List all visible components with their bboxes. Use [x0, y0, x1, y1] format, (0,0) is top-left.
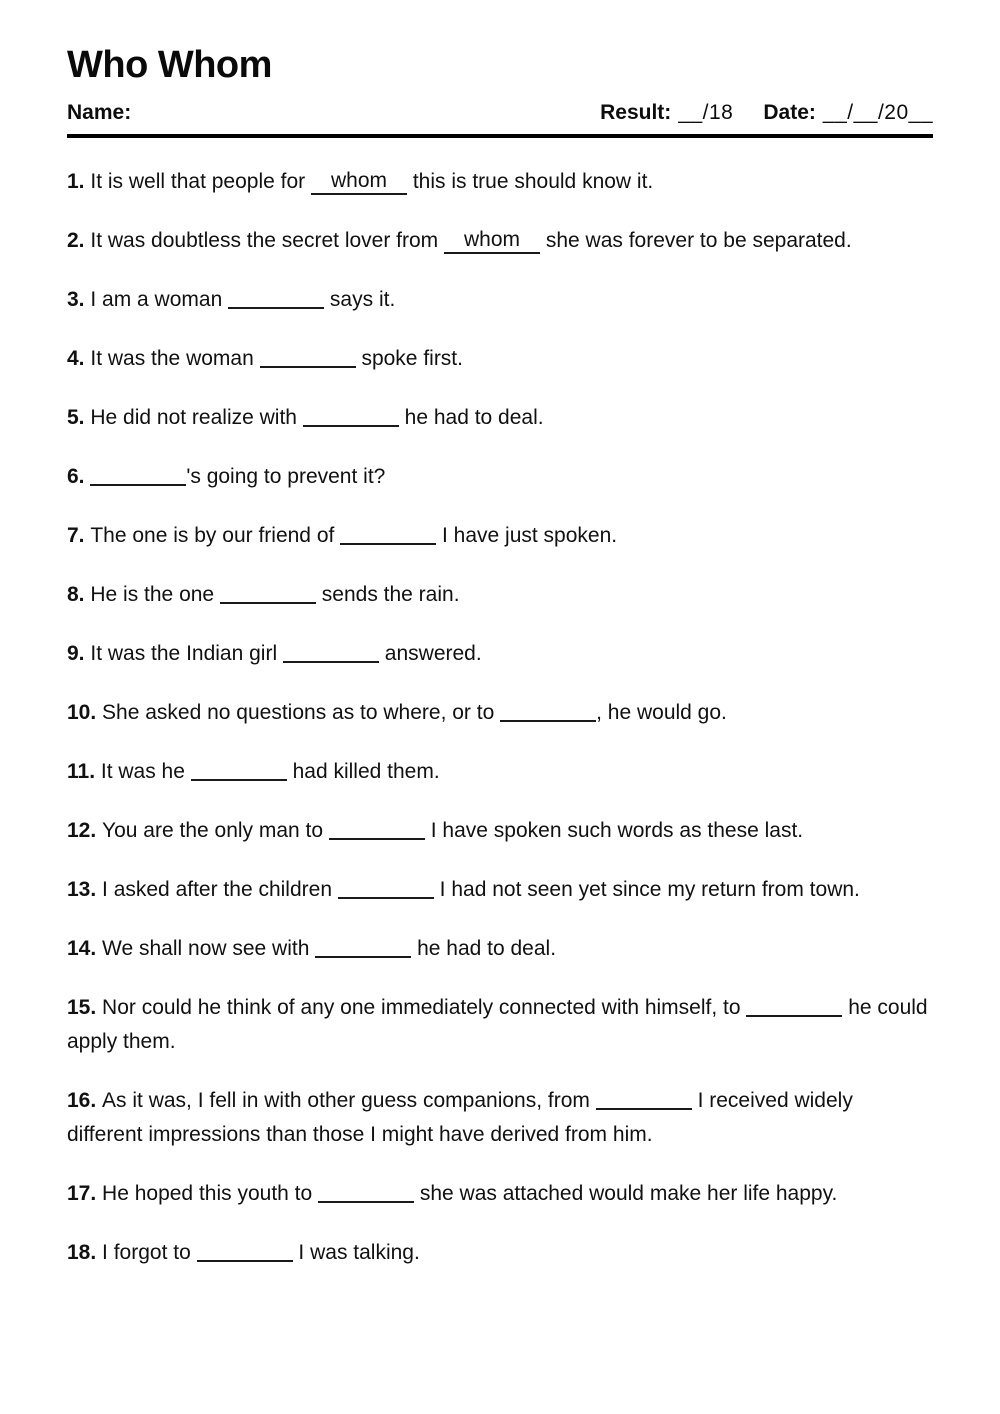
question-item: [67, 342, 933, 376]
question-text: I forgot to: [102, 1241, 197, 1264]
question-text: this is true should know it.: [406, 170, 654, 193]
question-number: 9.: [67, 642, 91, 665]
question-text: he had to deal.: [411, 937, 557, 960]
answer-blank: [191, 767, 287, 781]
question-text: I was talking.: [292, 1241, 420, 1264]
question-number: 14.: [67, 937, 103, 960]
question-text: I have spoken such words as these last.: [424, 819, 804, 842]
question-item: [67, 814, 933, 848]
question-text: spoke first.: [355, 347, 463, 370]
question-item: [67, 401, 933, 435]
question-text: he had to deal.: [398, 406, 544, 429]
question-number: 5.: [67, 406, 91, 429]
question-text: We shall now see with: [102, 937, 316, 960]
question-item: [67, 1084, 933, 1152]
question-text: It was he: [100, 760, 191, 783]
answer-blank: [329, 826, 425, 840]
answer-blank: [90, 472, 186, 486]
question-number: 17.: [67, 1182, 103, 1205]
answer-blank: [197, 1248, 293, 1262]
question-text: I have just spoken.: [436, 524, 618, 547]
question-text: He did not realize with: [90, 406, 303, 429]
answer-blank: [260, 354, 356, 368]
answer-blank: [746, 1003, 842, 1017]
question-text: It was doubtless the secret lover from: [90, 229, 445, 252]
question-text: Nor could he think of any one immediately connected with himself, to: [102, 996, 747, 1019]
header-meta-right: [600, 101, 933, 125]
question-text: She asked no questions as to where, or to: [102, 701, 501, 724]
question-number: 11.: [67, 760, 101, 783]
question-text: , he would go.: [596, 701, 727, 724]
header-meta-row: [67, 101, 933, 125]
question-number: 16.: [67, 1089, 103, 1112]
question-text: 's going to prevent it?: [186, 465, 386, 488]
question-text: The one is by our friend of: [90, 524, 341, 547]
header-divider: [67, 134, 933, 138]
question-item: [67, 755, 933, 789]
question-item: [67, 165, 933, 199]
question-item: [67, 460, 933, 494]
date-label: Date:: [763, 101, 816, 124]
answer-blank: [220, 590, 316, 604]
answer-blank: [303, 413, 399, 427]
result-field: [600, 101, 733, 125]
result-label: Result:: [600, 101, 672, 124]
question-text: answered.: [378, 642, 482, 665]
question-text: He hoped this youth to: [102, 1182, 319, 1205]
answer-blank-filled: whom: [311, 169, 407, 195]
question-item: [67, 1236, 933, 1270]
question-number: 15.: [67, 996, 103, 1019]
question-text: had killed them.: [286, 760, 440, 783]
question-text: she was attached would make her life happy.: [414, 1182, 838, 1205]
question-text: he could apply them.: [67, 996, 928, 1053]
question-number: 1.: [67, 170, 91, 193]
questions-list: [67, 165, 933, 1270]
answer-blank-filled: whom: [444, 228, 540, 254]
question-item: [67, 519, 933, 553]
answer-blank: [228, 295, 324, 309]
question-text: You are the only man to: [102, 819, 329, 842]
question-number: 4.: [67, 347, 91, 370]
answer-blank: [338, 885, 434, 899]
answer-blank: [315, 944, 411, 958]
question-text: As it was, I fell in with other guess companions, from: [102, 1089, 596, 1112]
question-number: 7.: [67, 524, 91, 547]
question-number: 18.: [67, 1241, 103, 1264]
question-text: she was forever to be separated.: [540, 229, 852, 252]
question-text: sends the rain.: [315, 583, 460, 606]
question-item: [67, 637, 933, 671]
question-number: 12.: [67, 819, 103, 842]
question-number: 10.: [67, 701, 103, 724]
question-text: I received widely different impressions than those I might have derived from him.: [67, 1089, 853, 1146]
question-number: 3.: [67, 288, 91, 311]
name-label: Name:: [67, 101, 132, 124]
date-value: __/__/20__: [822, 101, 933, 124]
question-number: 8.: [67, 583, 91, 606]
question-number: 13.: [67, 878, 103, 901]
result-value: __/18: [678, 101, 734, 124]
question-item: [67, 578, 933, 612]
question-item: [67, 696, 933, 730]
date-field: [763, 101, 933, 125]
question-text: He is the one: [90, 583, 220, 606]
answer-blank: [283, 649, 379, 663]
question-item: [67, 283, 933, 317]
question-text: I asked after the children: [102, 878, 338, 901]
question-number: 2.: [67, 229, 91, 252]
answer-blank: [500, 708, 596, 722]
answer-blank: [340, 531, 436, 545]
question-text: says it.: [324, 288, 396, 311]
question-text: I had not seen yet since my return from town.: [433, 878, 860, 901]
question-text: I am a woman: [90, 288, 229, 311]
question-item: [67, 873, 933, 907]
question-text: It was the woman: [90, 347, 260, 370]
answer-blank: [318, 1189, 414, 1203]
question-item: [67, 224, 933, 258]
answer-blank: [596, 1096, 692, 1110]
page-title: Who Whom: [67, 44, 272, 86]
question-text: It is well that people for: [90, 170, 311, 193]
question-number: 6.: [67, 465, 91, 488]
question-item: [67, 1177, 933, 1211]
question-text: It was the Indian girl: [90, 642, 283, 665]
question-item: [67, 991, 933, 1059]
question-item: [67, 932, 933, 966]
